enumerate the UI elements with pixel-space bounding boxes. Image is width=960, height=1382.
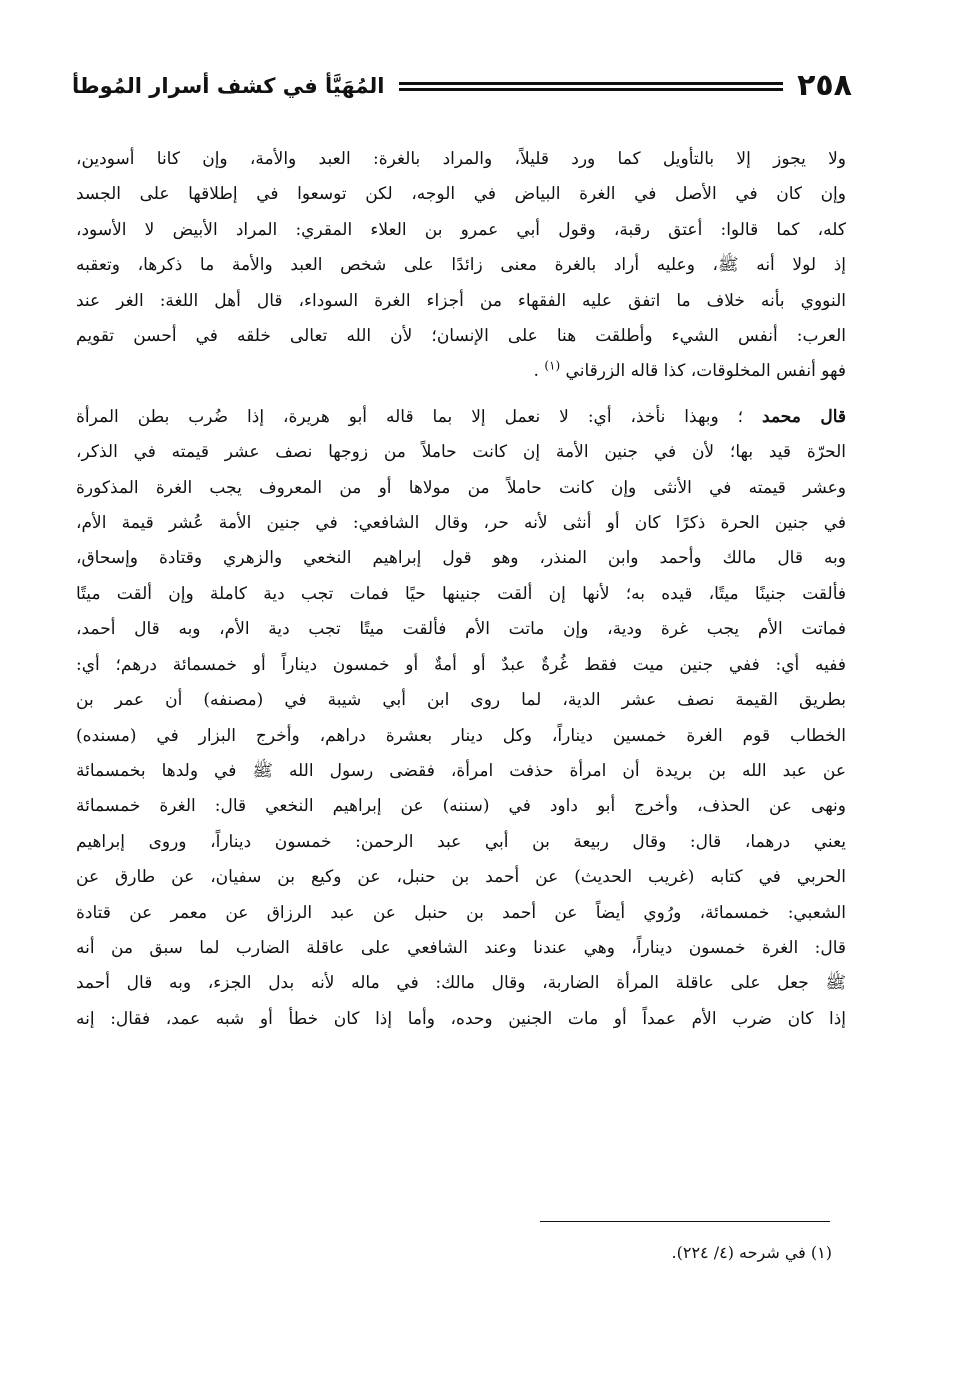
text-line: العرب: أنفس الشيء وأطلقت هنا على الإنسان؛ لأن الله تعالى خلقه في أحسن تقويم [76,326,846,347]
text-line: فماتت الأم يجب غرة ودية، وإن ماتت الأم فألقت ميتًا تجب دية الأم، وبه قال أحمد، [76,619,846,640]
text-line: يعني درهما، قال: وقال ربيعة بن أبي عبد الرحمن: خمسون ديناراً، وروى إبراهيم [76,831,846,852]
text-line: إذ لولا أنه ﷺ، وعليه أراد بالغرة معنى زائدًا على شخص العبد والأمة ما ذكرها، وتعقبه [76,255,846,276]
text-line: في جنين الحرة ذكرًا كان أو أنثى لأنه حر، وقال الشافعي: في جنين الأمة عُشر قيمة الأم، [76,513,846,534]
footnote-separator [540,1221,830,1222]
text-line-fragment: ؛ وبهذا نأخذ، أي: لا نعمل إلا بما قاله أبو هريرة، إذا ضُرب بطن المرأة [76,406,744,427]
text-line: بطريق القيمة نصف عشر الدية، لما روى ابن أبي شيبة في (مصنفه) أن عمر بن [76,690,846,711]
page-header [72,64,852,108]
running-title: المُهَيَّأ في كشف أسرار المُوطأ [72,74,385,98]
paragraph-opening-line [76,400,846,435]
text-line: فألقت جنينًا ميتًا، قيده به؛ لأنها إن ألقت جنينها حيًا فمات تجب دية كاملة وإن ألقت ميتًا [76,583,846,604]
text-line: الحربي في كتابه (غريب الحديث) عن أحمد بن حنبل، عن وكيع بن سفيان، عن طارق عن [76,867,846,888]
text-line: وإن كان في الأصل في الغرة البياض في الوجه، لكن توسعوا في إطلاقها على الجسد [76,184,846,205]
speaker-lead: قال محمد [762,406,846,427]
text-line-fragment: فهو أنفس المخلوقات، كذا قاله الزرقاني [565,361,846,382]
text-line: النووي بأنه خلاف ما اتفق عليه الفقهاء من أجزاء الغرة السوداء، قال أهل اللغة: الغر عند [76,290,846,311]
text-line: كله، كما قالوا: أعتق رقبة، وقول أبي عمرو بن العلاء المقري: المراد الأبيض لا الأسود، [76,219,846,240]
footnote-marker: (١) [544,358,561,373]
line-end-period: . [533,361,539,382]
text-line: قال: الغرة خمسون ديناراً، وهي عندنا وعند الشافعي على عاقلة الضارب لما سبق من أنه [76,937,846,958]
main-text [76,142,846,1037]
page-number: ٢٥٨ [797,68,852,103]
header-double-rule [399,82,784,91]
paragraph-gap [76,390,846,400]
text-line: وعشر قيمته في الأنثى وإن كانت حاملاً من مولاها أو من المعروف يجب الغرة المذكورة [76,477,846,498]
text-line: الخطاب قوم الغرة خمسين ديناراً، وكل دينار بعشرة دراهم، وأخرج البزار في (مسنده) [76,725,846,746]
text-line: عن عبد الله بن بريدة أن امرأة حذفت امرأة، فقضى رسول الله ﷺ في ولدها بخمسمائة [76,760,846,781]
text-line: الحرّة قيد بها؛ لأن في جنين الأمة إن كانت حاملاً من زوجها نصف عشر قيمته في الذكر، [76,442,846,463]
footnote: (١) في شرحه (٤/ ٢٢٤). [671,1243,832,1262]
text-line: إذا كان ضرب الأم عمداً أو مات الجنين وحده، وأما إذا كان خطأ أو شبه عمد، فقال: إنه [76,1008,846,1029]
text-line: ولا يجوز إلا بالتأويل كما ورد قليلاً، والمراد بالغرة: العبد والأمة، وإن كانا أسودين، [76,149,846,169]
text-line: ﷺ جعل على عاقلة المرأة الضاربة، وقال مالك: في ماله لأنه بدل الجزء، وبه قال أحمد [76,973,846,994]
text-line-with-footnote [76,354,846,389]
text-line: ففيه أي: ففي جنين ميت فقط غُرةٌ عبدٌ أو أمةٌ أو خمسون ديناراً أو خمسمائة درهم؛ أي: [76,654,846,675]
text-line: وبه قال مالك وأحمد وابن المنذر، وهو قول إبراهيم النخعي والزهري وقتادة وإسحاق، [76,548,846,569]
text-line: الشعبي: خمسمائة، ورُوي أيضاً عن أحمد بن حنبل عن عبد الرزاق عن معمر عن قتادة [76,902,846,923]
text-line: ونهى عن الحذف، وأخرج أبو داود في (سننه) عن إبراهيم النخعي قال: الغرة خمسمائة [76,796,846,817]
